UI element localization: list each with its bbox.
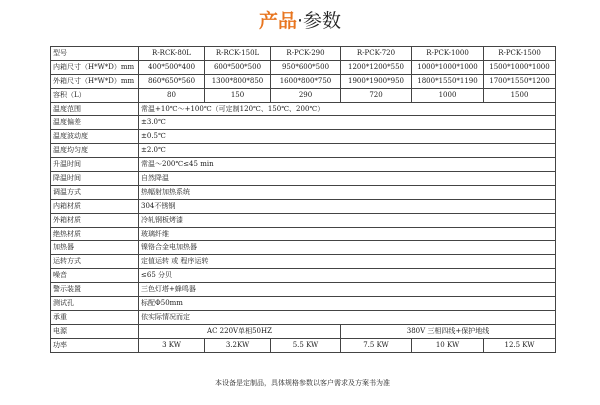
spec-row	[51, 130, 556, 144]
spec-row	[51, 185, 556, 199]
spec-row	[51, 158, 556, 172]
wattage-cell: 3.2KW	[205, 338, 271, 352]
volume-cell: 150	[205, 88, 271, 102]
inner-size-row	[51, 60, 556, 74]
inner-size-cell: 600*500*500	[205, 60, 271, 74]
spec-row	[51, 102, 556, 116]
power-small-cell: AC 220V单相50HZ	[139, 324, 341, 338]
volume-cell: 1000	[412, 88, 484, 102]
row-label: 功率	[51, 338, 139, 352]
wattage-cell: 12.5 KW	[484, 338, 556, 352]
row-label: 承重	[51, 310, 139, 324]
row-label: 电源	[51, 324, 139, 338]
spec-row	[51, 227, 556, 241]
volume-cell: 720	[341, 88, 412, 102]
row-label: 外箱尺寸（H*W*D）mm	[51, 74, 139, 88]
wattage-cell: 7.5 KW	[341, 338, 412, 352]
volume-row	[51, 88, 556, 102]
outer-size-cell: 1700*1550*1200	[484, 74, 556, 88]
row-label: 温度波动度	[51, 130, 139, 144]
row-label: 降温时间	[51, 172, 139, 186]
outer-size-cell: 1300*800*850	[205, 74, 271, 88]
inner-size-cell: 1000*1000*1000	[412, 60, 484, 74]
outer-size-cell: 860*650*560	[139, 74, 205, 88]
row-label: 容积（L）	[51, 88, 139, 102]
inner-size-cell: 1500*1000*1000	[484, 60, 556, 74]
row-value: 依实际情况而定	[139, 310, 556, 324]
row-value: ±0.5℃	[139, 130, 556, 144]
wattage-cell: 10 KW	[412, 338, 484, 352]
spec-row	[51, 199, 556, 213]
spec-row	[51, 269, 556, 283]
row-value: 三色灯塔+蜂鸣器	[139, 283, 556, 297]
row-value: 玻璃纤维	[139, 227, 556, 241]
row-value: 冷轧钢板烤漆	[139, 213, 556, 227]
volume-cell: 290	[271, 88, 341, 102]
row-value: ±3.0℃	[139, 116, 556, 130]
row-label: 温度均匀度	[51, 144, 139, 158]
row-label: 温度范围	[51, 102, 139, 116]
spec-row	[51, 213, 556, 227]
model-cell: R-RCK-80L	[139, 47, 205, 61]
row-value: 标配Φ50mm	[139, 297, 556, 311]
inner-size-cell: 1200*1200*550	[341, 60, 412, 74]
row-label: 运转方式	[51, 255, 139, 269]
row-value: 自然降温	[139, 172, 556, 186]
title-rest: 参数	[303, 10, 342, 32]
row-label: 内箱尺寸（H*W*D）mm	[51, 60, 139, 74]
volume-cell: 80	[139, 88, 205, 102]
row-label: 升温时间	[51, 158, 139, 172]
row-value: ±2.0℃	[139, 144, 556, 158]
page-title	[0, 8, 600, 34]
row-value: 定值运转 或 程序运转	[139, 255, 556, 269]
row-label: 警示装置	[51, 283, 139, 297]
power-row	[51, 324, 556, 338]
inner-size-cell: 400*500*400	[139, 60, 205, 74]
row-value: 热幅射加热系统	[139, 185, 556, 199]
row-value: ≤65 分贝	[139, 269, 556, 283]
spec-row	[51, 255, 556, 269]
wattage-cell: 5.5 KW	[271, 338, 341, 352]
spec-row	[51, 172, 556, 186]
row-value: 常温+10℃～+100℃（可定制120℃、150℃、200℃）	[139, 102, 556, 116]
row-value: 304不锈钢	[139, 199, 556, 213]
spec-row	[51, 116, 556, 130]
row-label: 测试孔	[51, 297, 139, 311]
wattage-row	[51, 338, 556, 352]
model-cell: R-PCK-1500	[484, 47, 556, 61]
footnote: 本设备是定制品，具体规格参数以客户需求及方案书为准	[215, 379, 390, 387]
spec-row	[51, 144, 556, 158]
outer-size-cell: 1900*1900*950	[341, 74, 412, 88]
row-label: 温度偏差	[51, 116, 139, 130]
outer-size-cell: 1800*1550*1190	[412, 74, 484, 88]
power-large-cell: 380V 三相四线+保护地线	[341, 324, 556, 338]
spec-row	[51, 297, 556, 311]
row-label: 噪音	[51, 269, 139, 283]
model-cell: R-PCK-290	[271, 47, 341, 61]
outer-size-cell: 1600*800*750	[271, 74, 341, 88]
model-cell: R-RCK-150L	[205, 47, 271, 61]
row-label: 加热器	[51, 241, 139, 255]
model-row	[51, 47, 556, 61]
row-value: 常温～200℃≤45 min	[139, 158, 556, 172]
row-label: 型号	[51, 47, 139, 61]
row-label: 绝热材质	[51, 227, 139, 241]
row-value: 镍铬合金电加热器	[139, 241, 556, 255]
spec-row	[51, 283, 556, 297]
wattage-cell: 3 KW	[139, 338, 205, 352]
outer-size-row	[51, 74, 556, 88]
volume-cell: 1500	[484, 88, 556, 102]
row-label: 外箱材质	[51, 213, 139, 227]
spec-row	[51, 310, 556, 324]
title-accent: 产品	[258, 10, 297, 32]
row-label: 内箱材质	[51, 199, 139, 213]
spec-table	[50, 46, 556, 353]
model-cell: R-PCK-720	[341, 47, 412, 61]
inner-size-cell: 950*600*500	[271, 60, 341, 74]
title-separator: ·	[296, 10, 304, 32]
row-label: 调温方式	[51, 185, 139, 199]
model-cell: R-PCK-1000	[412, 47, 484, 61]
spec-row	[51, 241, 556, 255]
